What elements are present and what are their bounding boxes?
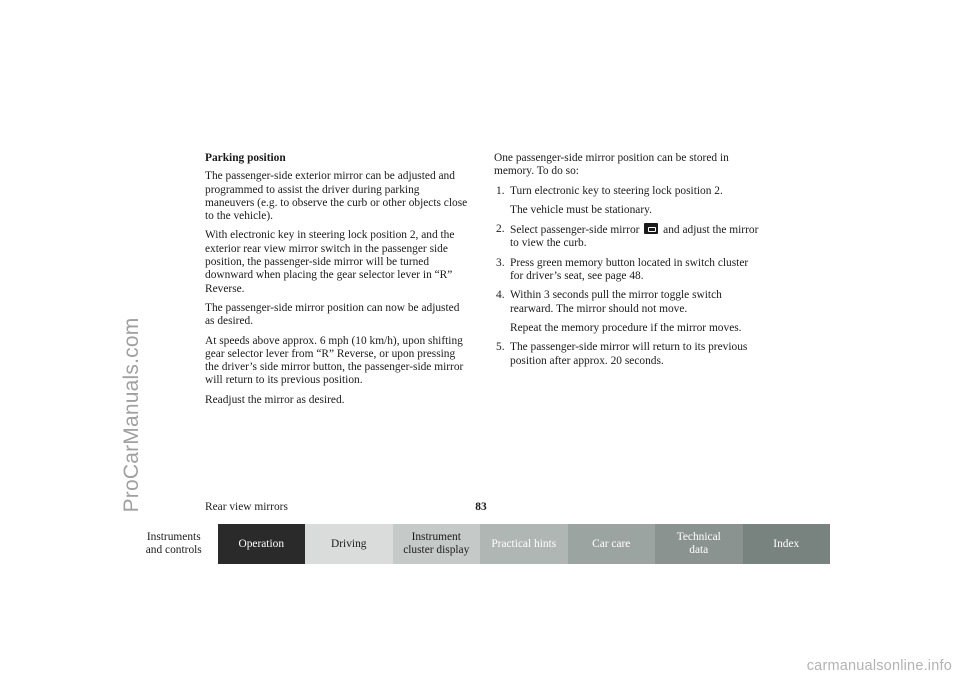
step-text-before: Select passenger-side mirror [510,224,640,237]
step-text: Turn electronic key to steering lock position 2. [510,184,723,197]
paragraph: The passenger-side mirror position can now be adjusted as desired. [205,301,460,328]
tab-index[interactable] [743,524,831,564]
bottom-watermark: carmanualsonline.info [806,658,952,674]
tab-label: cluster display [403,544,470,556]
step-number: 3. [496,256,505,269]
step-item [494,185,762,218]
step-item [494,341,762,368]
tab-label: Instruments [146,531,201,543]
tab-car-care[interactable] [568,524,656,564]
tab-instrument-cluster-display[interactable] [393,524,481,564]
section-title-footer: Rear view mirrors [205,501,288,513]
step-note: The vehicle must be stationary. [510,203,652,216]
step-text [510,223,762,251]
step-number: 1. [496,184,505,197]
tab-label: Instrument [411,531,461,543]
paragraph: The passenger-side exterior mirror can be adjusted and programmed to assist the driver during parking maneuvers (e.g. to observe the curb or other objects close to the vehicle). [205,170,468,223]
tab-label: Operation [238,537,285,550]
tab-technical-data[interactable] [655,524,743,564]
paragraph: With electronic key in steering lock position 2, and the exterior rear view mirror switch in the passenger side position, the passenger-side mirror will be turned downward when placing the gear selector lever in “R” Reverse. [205,229,455,295]
tab-operation[interactable] [218,524,306,564]
left-column [205,152,470,413]
step-number: 2. [496,223,505,236]
step-list [494,185,762,368]
intro-paragraph: One passenger-side mirror position can be stored in memory. To do so: [494,152,729,178]
page-number: 83 [475,501,487,513]
paragraph: Readjust the mirror as desired. [205,393,345,406]
section-heading: Parking position [205,152,286,164]
tab-label: data [689,544,709,556]
step-item [494,289,762,335]
step-item [494,223,762,251]
tab-practical-hints[interactable] [480,524,568,564]
step-text: The passenger-side mirror will return to its previous position after approx. 20 seconds. [510,341,748,367]
tab-label: Index [773,537,800,550]
paragraph: At speeds above approx. 6 mph (10 km/h), upon shifting gear selector lever from “R” Reverse, or upon pressing the driver’s side mirror button, the passenger-side mirror will return to its previous position. [205,334,464,387]
tab-label: Car care [592,537,631,550]
side-watermark: ProCarManuals.com [120,317,143,513]
right-column [494,152,762,374]
chapter-nav [130,524,830,564]
tab-label: Driving [331,537,367,550]
step-text: Within 3 seconds pull the mirror toggle switch rearward. The mirror should not move. [510,289,722,315]
passenger-mirror-icon [644,223,658,234]
step-text: Press green memory button located in switch cluster for driver’s seat, see page 48. [510,256,749,283]
step-number: 4. [496,289,505,302]
step-item [494,257,762,284]
step-text-after: and adjust the mirror to view the curb. [510,224,759,250]
tab-label: and controls [145,544,202,556]
tab-label: Technical [676,531,721,543]
step-number: 5. [496,341,505,354]
tab-instruments-and-controls[interactable] [130,524,218,564]
step-note: Repeat the memory procedure if the mirror moves. [510,321,742,334]
tab-driving[interactable] [305,524,393,564]
tab-label: Practical hints [491,537,557,550]
